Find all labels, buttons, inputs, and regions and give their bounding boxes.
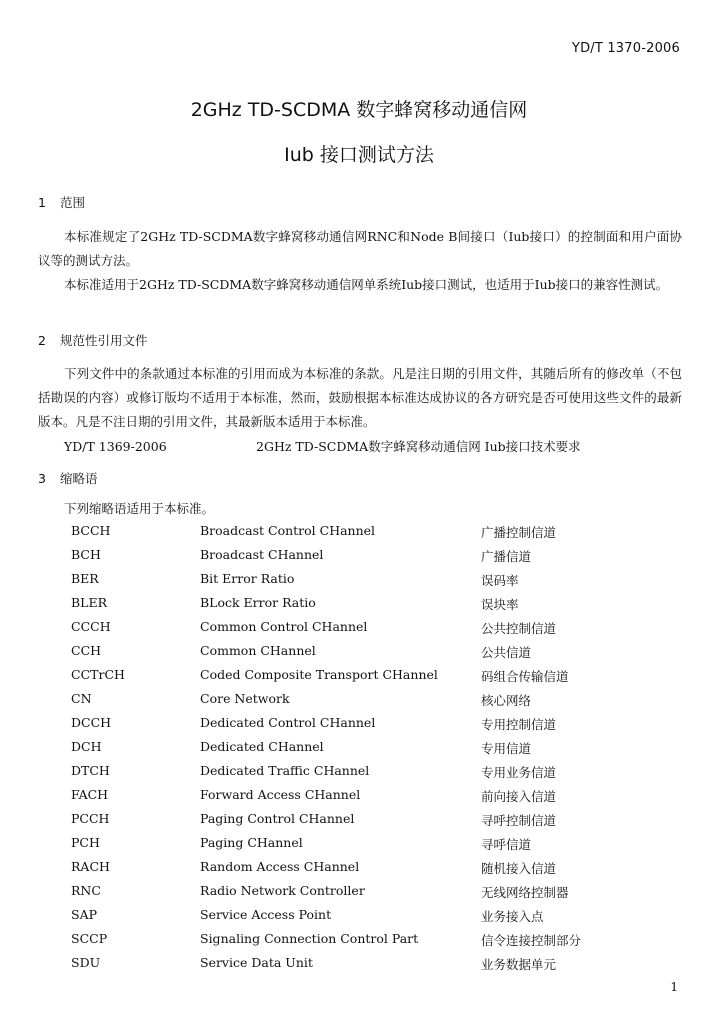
- abbreviation-term: PCCH: [71, 811, 110, 826]
- abbreviation-english: Paging Control CHannel: [200, 811, 355, 826]
- abbreviation-row: [0, 784, 718, 808]
- abbreviation-row: [0, 568, 718, 592]
- abbreviation-term: BER: [71, 571, 99, 586]
- abbreviation-row: [0, 520, 718, 544]
- abbreviation-term: BLER: [71, 595, 108, 610]
- abbreviation-english: Paging CHannel: [200, 835, 303, 850]
- abbreviation-row: [0, 544, 718, 568]
- abbreviation-english: Dedicated Traffic CHannel: [200, 763, 370, 778]
- abbreviation-chinese: 广播控制信道: [481, 525, 557, 540]
- abbreviation-chinese: 信令连接控制部分: [481, 933, 582, 948]
- abbreviation-english: Forward Access CHannel: [200, 787, 361, 802]
- abbreviation-chinese: 广播信道: [481, 549, 532, 564]
- normative-reference: [64, 437, 581, 455]
- abbreviation-english: Signaling Connection Control Part: [200, 931, 419, 946]
- abbreviation-term: CN: [71, 691, 92, 706]
- abbreviation-chinese: 误块率: [481, 597, 519, 612]
- abbreviation-chinese: 业务数据单元: [481, 957, 557, 972]
- abbreviation-row: [0, 832, 718, 856]
- abbreviation-chinese: 公共控制信道: [481, 621, 557, 636]
- section-1-paragraph-2: 本标准适用于2GHz TD-SCDMA数字蜂窝移动通信网单系统Iub接口测试，也适用于Iub接口的兼容性测试。: [64, 277, 669, 292]
- abbreviations-intro: 下列缩略语适用于本标准。: [64, 501, 215, 516]
- section-1-heading: [38, 193, 85, 211]
- abbreviation-term: SDU: [71, 955, 101, 970]
- section-number: 1: [38, 195, 46, 210]
- section-number: 2: [38, 333, 46, 348]
- abbreviation-row: [0, 808, 718, 832]
- abbreviation-chinese: 核心网络: [481, 693, 532, 708]
- abbreviation-chinese: 随机接入信道: [481, 861, 557, 876]
- abbreviation-row: [0, 640, 718, 664]
- abbreviations-table: [0, 520, 718, 976]
- abbreviation-row: [0, 856, 718, 880]
- abbreviation-row: [0, 736, 718, 760]
- abbreviation-english: Broadcast Control CHannel: [200, 523, 376, 538]
- abbreviation-row: [0, 760, 718, 784]
- abbreviation-row: [0, 928, 718, 952]
- abbreviation-term: DCCH: [71, 715, 112, 730]
- abbreviation-row: [0, 664, 718, 688]
- abbreviation-english: Service Access Point: [200, 907, 332, 922]
- abbreviation-row: [0, 904, 718, 928]
- section-number: 3: [38, 471, 46, 486]
- section-2-paragraph: 下列文件中的条款通过本标准的引用而成为本标准的条款。凡是注日期的引用文件，其随后所有的修改单（不包括勘误的内容）或修订版均不适用于本标准，然而，鼓励根据本标准达成协议的各方研究是否可使用这些文件的最新版本。凡是不注日期的引用文件，其最新版本适用于本标准。: [38, 366, 682, 429]
- abbreviation-row: [0, 712, 718, 736]
- abbreviation-chinese: 误码率: [481, 573, 519, 588]
- abbreviation-chinese: 专用业务信道: [481, 765, 557, 780]
- abbreviation-english: Dedicated CHannel: [200, 739, 324, 754]
- abbreviation-term: CCCH: [71, 619, 111, 634]
- abbreviation-english: BLock Error Ratio: [200, 595, 316, 610]
- abbreviation-row: [0, 616, 718, 640]
- abbreviation-row: [0, 592, 718, 616]
- abbreviation-row: [0, 688, 718, 712]
- abbreviation-term: BCCH: [71, 523, 111, 538]
- standard-code: YD/T 1370-2006: [571, 41, 680, 56]
- abbreviation-chinese: 无线网络控制器: [481, 885, 569, 900]
- section-1-paragraph-1: 本标准规定了2GHz TD-SCDMA数字蜂窝移动通信网RNC和Node B间接口（Iub接口）的控制面和用户面协议等的测试方法。: [38, 229, 682, 268]
- document-title-line2: Iub 接口测试方法: [284, 144, 434, 166]
- abbreviation-term: PCH: [71, 835, 100, 850]
- abbreviation-chinese: 专用信道: [481, 741, 532, 756]
- abbreviation-chinese: 前向接入信道: [481, 789, 557, 804]
- abbreviation-term: BCH: [71, 547, 101, 562]
- section-title: 范围: [60, 195, 86, 210]
- abbreviation-term: SCCP: [71, 931, 108, 946]
- reference-code: YD/T 1369-2006: [64, 439, 167, 454]
- abbreviation-english: Core Network: [200, 691, 290, 706]
- abbreviation-chinese: 寻呼信道: [481, 837, 532, 852]
- abbreviation-english: Service Data Unit: [200, 955, 313, 970]
- abbreviation-english: Radio Network Controller: [200, 883, 365, 898]
- section-2-heading: [38, 331, 148, 349]
- abbreviation-term: RACH: [71, 859, 110, 874]
- abbreviation-term: FACH: [71, 787, 109, 802]
- page-number: 1: [670, 980, 678, 994]
- abbreviation-chinese: 公共信道: [481, 645, 532, 660]
- abbreviation-english: Coded Composite Transport CHannel: [200, 667, 438, 682]
- abbreviation-english: Common Control CHannel: [200, 619, 368, 634]
- section-title: 规范性引用文件: [60, 333, 148, 348]
- abbreviation-term: SAP: [71, 907, 98, 922]
- abbreviation-english: Common CHannel: [200, 643, 316, 658]
- abbreviation-term: CCTrCH: [71, 667, 125, 682]
- abbreviation-english: Broadcast CHannel: [200, 547, 324, 562]
- abbreviation-term: DTCH: [71, 763, 110, 778]
- abbreviation-term: CCH: [71, 643, 102, 658]
- abbreviation-row: [0, 880, 718, 904]
- abbreviation-chinese: 业务接入点: [481, 909, 544, 924]
- document-title-line1: 2GHz TD-SCDMA 数字蜂窝移动通信网: [190, 99, 528, 121]
- abbreviation-chinese: 寻呼控制信道: [481, 813, 557, 828]
- abbreviation-term: DCH: [71, 739, 102, 754]
- abbreviation-chinese: 码组合传输信道: [481, 669, 569, 684]
- section-title: 缩略语: [60, 471, 98, 486]
- abbreviation-english: Bit Error Ratio: [200, 571, 295, 586]
- abbreviation-term: RNC: [71, 883, 101, 898]
- section-3-heading: [38, 469, 98, 487]
- abbreviation-chinese: 专用控制信道: [481, 717, 557, 732]
- abbreviation-english: Dedicated Control CHannel: [200, 715, 376, 730]
- reference-title: 2GHz TD-SCDMA数字蜂窝移动通信网 Iub接口技术要求: [256, 439, 581, 454]
- abbreviation-row: [0, 952, 718, 976]
- abbreviation-english: Random Access CHannel: [200, 859, 360, 874]
